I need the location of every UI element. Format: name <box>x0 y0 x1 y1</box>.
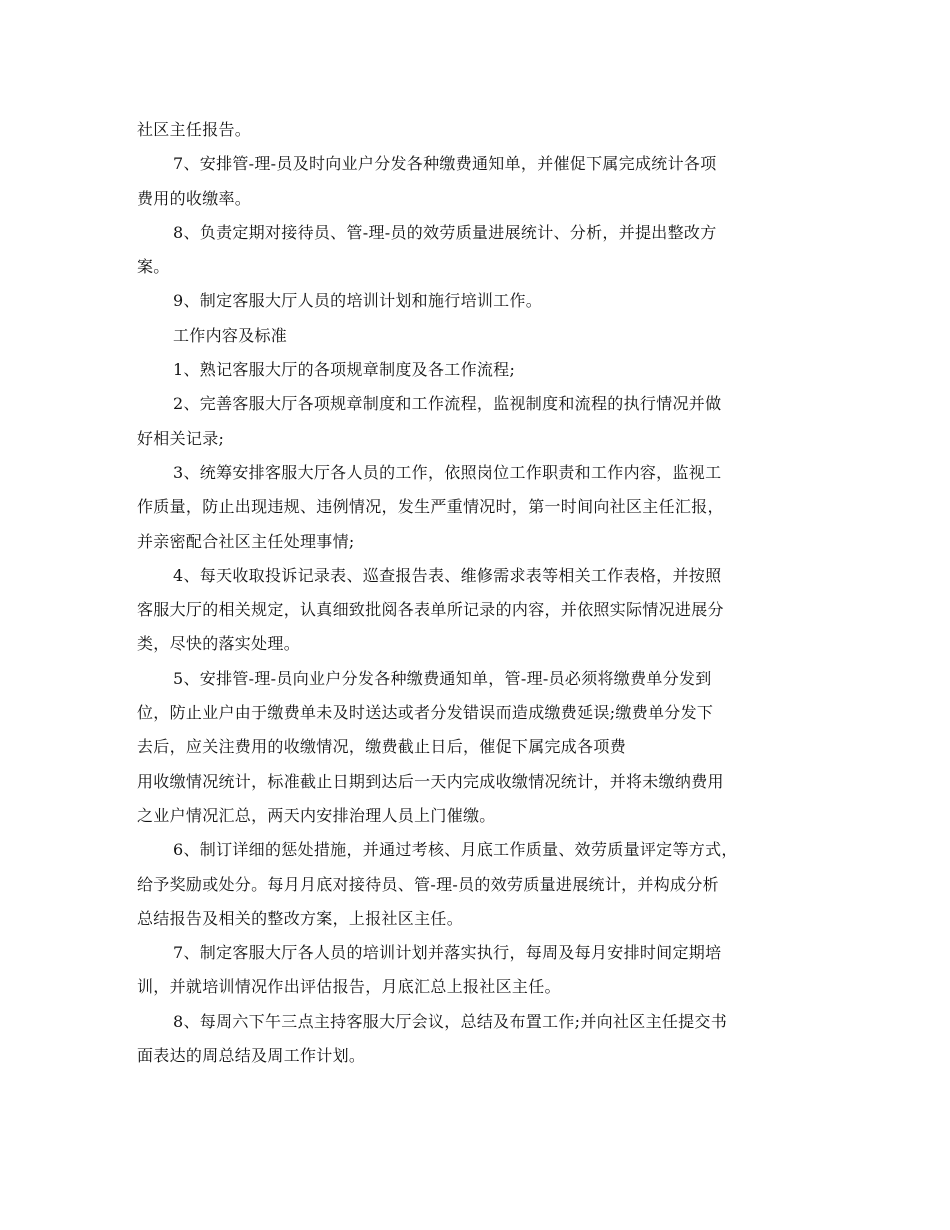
text-line: 去后，应关注费用的收缴情况，缴费截止日后，催促下属完成各项费 <box>137 737 627 757</box>
text-line: 类，尽快的落实处理。 <box>137 634 301 654</box>
text-line: 8、每周六下午三点主持客服大厅会议，总结及布置工作;并向社区主任提交书 <box>173 1011 728 1031</box>
text-line: 7、制定客服大厅各人员的培训计划并落实执行，每周及每月安排时间定期培 <box>173 943 722 963</box>
text-line: 2、完善客服大厅各项规章制度和工作流程，监视制度和流程的执行情况并做 <box>173 394 722 414</box>
text-line: 5、安排管-理-员向业户分发各种缴费通知单，管-理-员必须将缴费单分发到 <box>173 668 712 688</box>
text-line: 总结报告及相关的整改方案，上报社区主任。 <box>137 908 464 928</box>
text-line: 案。 <box>137 257 170 277</box>
text-line: 作质量，防止出现违规、违例情况，发生严重情况时，第一时间向社区主任汇报， <box>137 497 724 517</box>
text-line: 训，并就培训情况作出评估报告，月底汇总上报社区主任。 <box>137 977 561 997</box>
text-line: 好相关记录; <box>137 428 225 448</box>
text-line: 9、制定客服大厅人员的培训计划和施行培训工作。 <box>173 291 543 311</box>
text-line: 并亲密配合社区主任处理事情; <box>137 531 355 551</box>
text-line: 之业户情况汇总，两天内安排治理人员上门催缴。 <box>137 805 496 825</box>
section-heading: 工作内容及标准 <box>173 325 288 345</box>
text-line: 位，防止业户由于缴费单未及时送达或者分发错误而造成缴费延误;缴费单分发下 <box>137 703 714 723</box>
document-body <box>137 114 813 1074</box>
text-line: 1、熟记客服大厅的各项规章制度及各工作流程; <box>173 360 516 380</box>
text-line: 6、制订详细的惩处措施，并通过考核、月底工作质量、效劳质量评定等方式， <box>173 840 738 860</box>
text-line: 3、统筹安排客服大厅各人员的工作，依照岗位工作职责和工作内容，监视工 <box>173 462 722 482</box>
text-line: 客服大厅的相关规定，认真细致批阅各表单所记录的内容，并依照实际情况进展分 <box>137 600 724 620</box>
text-line: 用收缴情况统计，标准截止日期到达后一天内完成收缴情况统计，并将未缴纳费用 <box>137 771 724 791</box>
text-line: 给予奖励或处分。每月月底对接待员、管-理-员的效劳质量进展统计，并构成分析 <box>137 874 719 894</box>
text-line: 面表达的周总结及周工作计划。 <box>137 1046 366 1066</box>
text-line: 4、每天收取投诉记录表、巡查报告表、维修需求表等相关工作表格，并按照 <box>173 565 722 585</box>
text-line: 7、安排管-理-员及时向业户分发各种缴费通知单，并催促下属完成统计各项 <box>173 154 717 174</box>
text-line: 8、负责定期对接待员、管-理-员的效劳质量进展统计、分析，并提出整改方 <box>173 222 717 242</box>
text-line: 费用的收缴率。 <box>137 188 252 208</box>
text-line: 社区主任报告。 <box>137 120 252 139</box>
